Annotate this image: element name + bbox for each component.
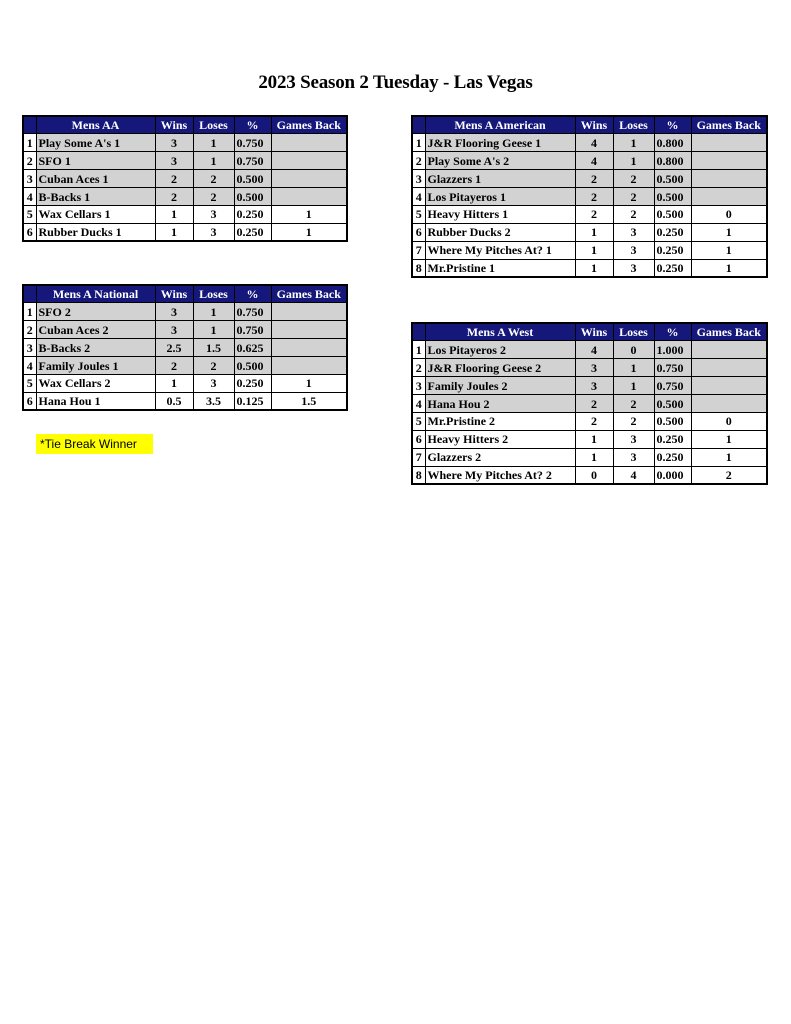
rank-cell: 6: [412, 430, 425, 448]
loses-cell: 1: [613, 134, 654, 152]
team-name-cell: SFO 2: [36, 303, 155, 321]
pct-cell: 0.250: [654, 241, 691, 259]
table-row: [412, 395, 767, 413]
team-name-cell: J&R Flooring Geese 1: [425, 134, 575, 152]
pct-cell: 0.625: [234, 339, 271, 357]
wins-cell: 4: [575, 152, 613, 170]
table-row: [412, 241, 767, 259]
pct-cell: 0.250: [654, 259, 691, 277]
loses-cell: 2: [613, 412, 654, 430]
wins-cell: 3: [575, 377, 613, 395]
wins-header: Wins: [575, 323, 613, 341]
rank-cell: 8: [412, 466, 425, 484]
pct-header: %: [654, 323, 691, 341]
wins-cell: 0: [575, 466, 613, 484]
games-back-cell: 2: [691, 466, 767, 484]
games-back-cell: [691, 170, 767, 188]
team-name-cell: J&R Flooring Geese 2: [425, 359, 575, 377]
wins-cell: 2: [575, 412, 613, 430]
wins-cell: 3: [155, 152, 193, 170]
division-name-header: Mens A West: [425, 323, 575, 341]
division-name-header: Mens A American: [425, 116, 575, 134]
team-name-cell: B-Backs 1: [36, 188, 155, 206]
wins-header: Wins: [155, 116, 193, 134]
wins-cell: 4: [575, 341, 613, 359]
pct-cell: 0.500: [654, 170, 691, 188]
rank-cell: 5: [412, 205, 425, 223]
pct-cell: 0.500: [234, 188, 271, 206]
table-row: [412, 377, 767, 395]
pct-cell: 0.800: [654, 134, 691, 152]
division-name-header: Mens AA: [36, 116, 155, 134]
table-row: [412, 359, 767, 377]
pct-cell: 0.250: [234, 374, 271, 392]
pct-cell: 0.250: [654, 223, 691, 241]
pct-cell: 0.000: [654, 466, 691, 484]
rank-cell: 2: [23, 321, 36, 339]
games-back-cell: 1: [691, 430, 767, 448]
loses-cell: 3: [613, 223, 654, 241]
loses-cell: 3.5: [193, 392, 234, 410]
wins-cell: 0.5: [155, 392, 193, 410]
loses-cell: 3: [193, 223, 234, 241]
wins-cell: 4: [575, 134, 613, 152]
mens-a-american-standings-table: [411, 115, 768, 278]
table-row: [23, 357, 347, 375]
loses-cell: 1: [613, 377, 654, 395]
loses-cell: 3: [613, 430, 654, 448]
games-back-cell: 1.5: [271, 392, 347, 410]
wins-header: Wins: [575, 116, 613, 134]
games-back-cell: [271, 339, 347, 357]
team-name-cell: SFO 1: [36, 152, 155, 170]
wins-cell: 3: [155, 321, 193, 339]
wins-cell: 2: [155, 170, 193, 188]
header-corner-cell: [412, 323, 425, 341]
team-name-cell: Mr.Pristine 1: [425, 259, 575, 277]
wins-cell: 1: [155, 205, 193, 223]
games-back-cell: [691, 341, 767, 359]
team-name-cell: Play Some A's 1: [36, 134, 155, 152]
loses-header: Loses: [193, 285, 234, 303]
pct-cell: 0.125: [234, 392, 271, 410]
rank-cell: 2: [412, 152, 425, 170]
team-name-cell: Mr.Pristine 2: [425, 412, 575, 430]
rank-cell: 1: [412, 134, 425, 152]
team-name-cell: Play Some A's 2: [425, 152, 575, 170]
pct-header: %: [234, 116, 271, 134]
pct-cell: 0.500: [654, 205, 691, 223]
loses-cell: 3: [193, 205, 234, 223]
rank-cell: 4: [412, 395, 425, 413]
team-name-cell: Rubber Ducks 2: [425, 223, 575, 241]
loses-header: Loses: [613, 116, 654, 134]
games-back-cell: 1: [691, 223, 767, 241]
games-back-cell: [691, 359, 767, 377]
loses-cell: 3: [613, 448, 654, 466]
wins-cell: 3: [575, 359, 613, 377]
pct-cell: 0.750: [234, 134, 271, 152]
team-name-cell: Glazzers 2: [425, 448, 575, 466]
table-row: [412, 205, 767, 223]
table-row: [23, 303, 347, 321]
pct-cell: 0.250: [234, 223, 271, 241]
games-back-cell: 1: [691, 448, 767, 466]
pct-header: %: [234, 285, 271, 303]
rank-cell: 6: [412, 223, 425, 241]
table-row: [23, 134, 347, 152]
pct-cell: 0.750: [234, 321, 271, 339]
loses-cell: 3: [613, 259, 654, 277]
wins-header: Wins: [155, 285, 193, 303]
table-header-row: [23, 285, 347, 303]
games-back-header: Games Back: [271, 285, 347, 303]
rank-cell: 1: [23, 303, 36, 321]
rank-cell: 6: [23, 392, 36, 410]
wins-cell: 2: [575, 395, 613, 413]
rank-cell: 5: [412, 412, 425, 430]
wins-cell: 1: [575, 430, 613, 448]
rank-cell: 1: [23, 134, 36, 152]
pct-cell: 0.500: [654, 188, 691, 206]
games-back-header: Games Back: [691, 116, 767, 134]
pct-cell: 0.750: [234, 303, 271, 321]
pct-cell: 1.000: [654, 341, 691, 359]
loses-cell: 2: [193, 170, 234, 188]
team-name-cell: Heavy Hitters 1: [425, 205, 575, 223]
table-row: [412, 448, 767, 466]
rank-cell: 2: [412, 359, 425, 377]
games-back-cell: [691, 152, 767, 170]
table-row: [412, 259, 767, 277]
table-header-row: [412, 116, 767, 134]
loses-cell: 1: [613, 152, 654, 170]
team-name-cell: Wax Cellars 1: [36, 205, 155, 223]
team-name-cell: Hana Hou 2: [425, 395, 575, 413]
pct-cell: 0.500: [234, 357, 271, 375]
table-row: [412, 223, 767, 241]
pct-cell: 0.500: [654, 395, 691, 413]
games-back-cell: [271, 188, 347, 206]
team-name-cell: Family Joules 1: [36, 357, 155, 375]
loses-header: Loses: [193, 116, 234, 134]
games-back-cell: [691, 134, 767, 152]
rank-cell: 3: [23, 339, 36, 357]
team-name-cell: B-Backs 2: [36, 339, 155, 357]
table-row: [412, 188, 767, 206]
wins-cell: 1: [155, 223, 193, 241]
loses-cell: 3: [613, 241, 654, 259]
table-row: [23, 205, 347, 223]
games-back-cell: [691, 377, 767, 395]
pct-cell: 0.750: [654, 359, 691, 377]
wins-cell: 2: [575, 205, 613, 223]
rank-cell: 6: [23, 223, 36, 241]
table-row: [23, 188, 347, 206]
table-row: [23, 152, 347, 170]
loses-cell: 2: [613, 395, 654, 413]
table-row: [412, 170, 767, 188]
team-name-cell: Glazzers 1: [425, 170, 575, 188]
rank-cell: 7: [412, 448, 425, 466]
loses-cell: 2: [613, 170, 654, 188]
loses-cell: 1: [193, 134, 234, 152]
wins-cell: 3: [155, 303, 193, 321]
wins-cell: 2.5: [155, 339, 193, 357]
wins-cell: 1: [155, 374, 193, 392]
rank-cell: 3: [412, 377, 425, 395]
team-name-cell: Family Joules 2: [425, 377, 575, 395]
team-name-cell: Los Pitayeros 1: [425, 188, 575, 206]
pct-cell: 0.250: [654, 430, 691, 448]
table-row: [23, 321, 347, 339]
loses-cell: 2: [193, 357, 234, 375]
rank-cell: 1: [412, 341, 425, 359]
team-name-cell: Where My Pitches At? 2: [425, 466, 575, 484]
pct-cell: 0.750: [654, 377, 691, 395]
pct-header: %: [654, 116, 691, 134]
wins-cell: 1: [575, 259, 613, 277]
team-name-cell: Wax Cellars 2: [36, 374, 155, 392]
loses-cell: 1: [193, 303, 234, 321]
games-back-cell: [691, 395, 767, 413]
games-back-cell: [271, 170, 347, 188]
games-back-cell: 0: [691, 205, 767, 223]
header-corner-cell: [412, 116, 425, 134]
mens-aa-standings-table: [22, 115, 348, 242]
loses-cell: 1: [613, 359, 654, 377]
games-back-cell: 1: [271, 223, 347, 241]
team-name-cell: Cuban Aces 1: [36, 170, 155, 188]
wins-cell: 2: [155, 357, 193, 375]
loses-cell: 4: [613, 466, 654, 484]
table-header-row: [412, 323, 767, 341]
pct-cell: 0.500: [654, 412, 691, 430]
table-row: [412, 466, 767, 484]
wins-cell: 1: [575, 448, 613, 466]
team-name-cell: Los Pitayeros 2: [425, 341, 575, 359]
games-back-cell: [271, 134, 347, 152]
loses-cell: 1: [193, 152, 234, 170]
header-corner-cell: [23, 285, 36, 303]
team-name-cell: Heavy Hitters 2: [425, 430, 575, 448]
rank-cell: 2: [23, 152, 36, 170]
table-row: [23, 374, 347, 392]
table-row: [412, 430, 767, 448]
table-row: [412, 134, 767, 152]
team-name-cell: Where My Pitches At? 1: [425, 241, 575, 259]
rank-cell: 4: [23, 357, 36, 375]
loses-cell: 1: [193, 321, 234, 339]
loses-cell: 3: [193, 374, 234, 392]
table-row: [23, 223, 347, 241]
pct-cell: 0.750: [234, 152, 271, 170]
wins-cell: 3: [155, 134, 193, 152]
games-back-cell: 1: [271, 374, 347, 392]
games-back-cell: 1: [271, 205, 347, 223]
games-back-cell: [271, 303, 347, 321]
team-name-cell: Cuban Aces 2: [36, 321, 155, 339]
games-back-cell: [271, 357, 347, 375]
rank-cell: 7: [412, 241, 425, 259]
games-back-header: Games Back: [691, 323, 767, 341]
rank-cell: 4: [23, 188, 36, 206]
team-name-cell: Rubber Ducks 1: [36, 223, 155, 241]
pct-cell: 0.500: [234, 170, 271, 188]
rank-cell: 8: [412, 259, 425, 277]
games-back-cell: [271, 152, 347, 170]
rank-cell: 5: [23, 374, 36, 392]
division-name-header: Mens A National: [36, 285, 155, 303]
games-back-cell: 0: [691, 412, 767, 430]
rank-cell: 3: [23, 170, 36, 188]
table-row: [23, 339, 347, 357]
wins-cell: 2: [575, 170, 613, 188]
mens-a-west-standings-table: [411, 322, 768, 485]
rank-cell: 4: [412, 188, 425, 206]
table-row: [412, 152, 767, 170]
loses-cell: 0: [613, 341, 654, 359]
table-row: [23, 392, 347, 410]
mens-a-national-standings-table: [22, 284, 348, 411]
table-row: [23, 170, 347, 188]
wins-cell: 2: [155, 188, 193, 206]
table-row: [412, 341, 767, 359]
games-back-header: Games Back: [271, 116, 347, 134]
loses-cell: 1.5: [193, 339, 234, 357]
games-back-cell: [691, 188, 767, 206]
loses-cell: 2: [193, 188, 234, 206]
loses-cell: 2: [613, 188, 654, 206]
pct-cell: 0.250: [234, 205, 271, 223]
header-corner-cell: [23, 116, 36, 134]
games-back-cell: 1: [691, 259, 767, 277]
wins-cell: 1: [575, 223, 613, 241]
tie-break-note: *Tie Break Winner: [36, 434, 153, 454]
wins-cell: 2: [575, 188, 613, 206]
pct-cell: 0.250: [654, 448, 691, 466]
team-name-cell: Hana Hou 1: [36, 392, 155, 410]
wins-cell: 1: [575, 241, 613, 259]
loses-cell: 2: [613, 205, 654, 223]
rank-cell: 5: [23, 205, 36, 223]
games-back-cell: 1: [691, 241, 767, 259]
page-title: 2023 Season 2 Tuesday - Las Vegas: [258, 72, 533, 93]
rank-cell: 3: [412, 170, 425, 188]
table-header-row: [23, 116, 347, 134]
games-back-cell: [271, 321, 347, 339]
table-row: [412, 412, 767, 430]
loses-header: Loses: [613, 323, 654, 341]
pct-cell: 0.800: [654, 152, 691, 170]
